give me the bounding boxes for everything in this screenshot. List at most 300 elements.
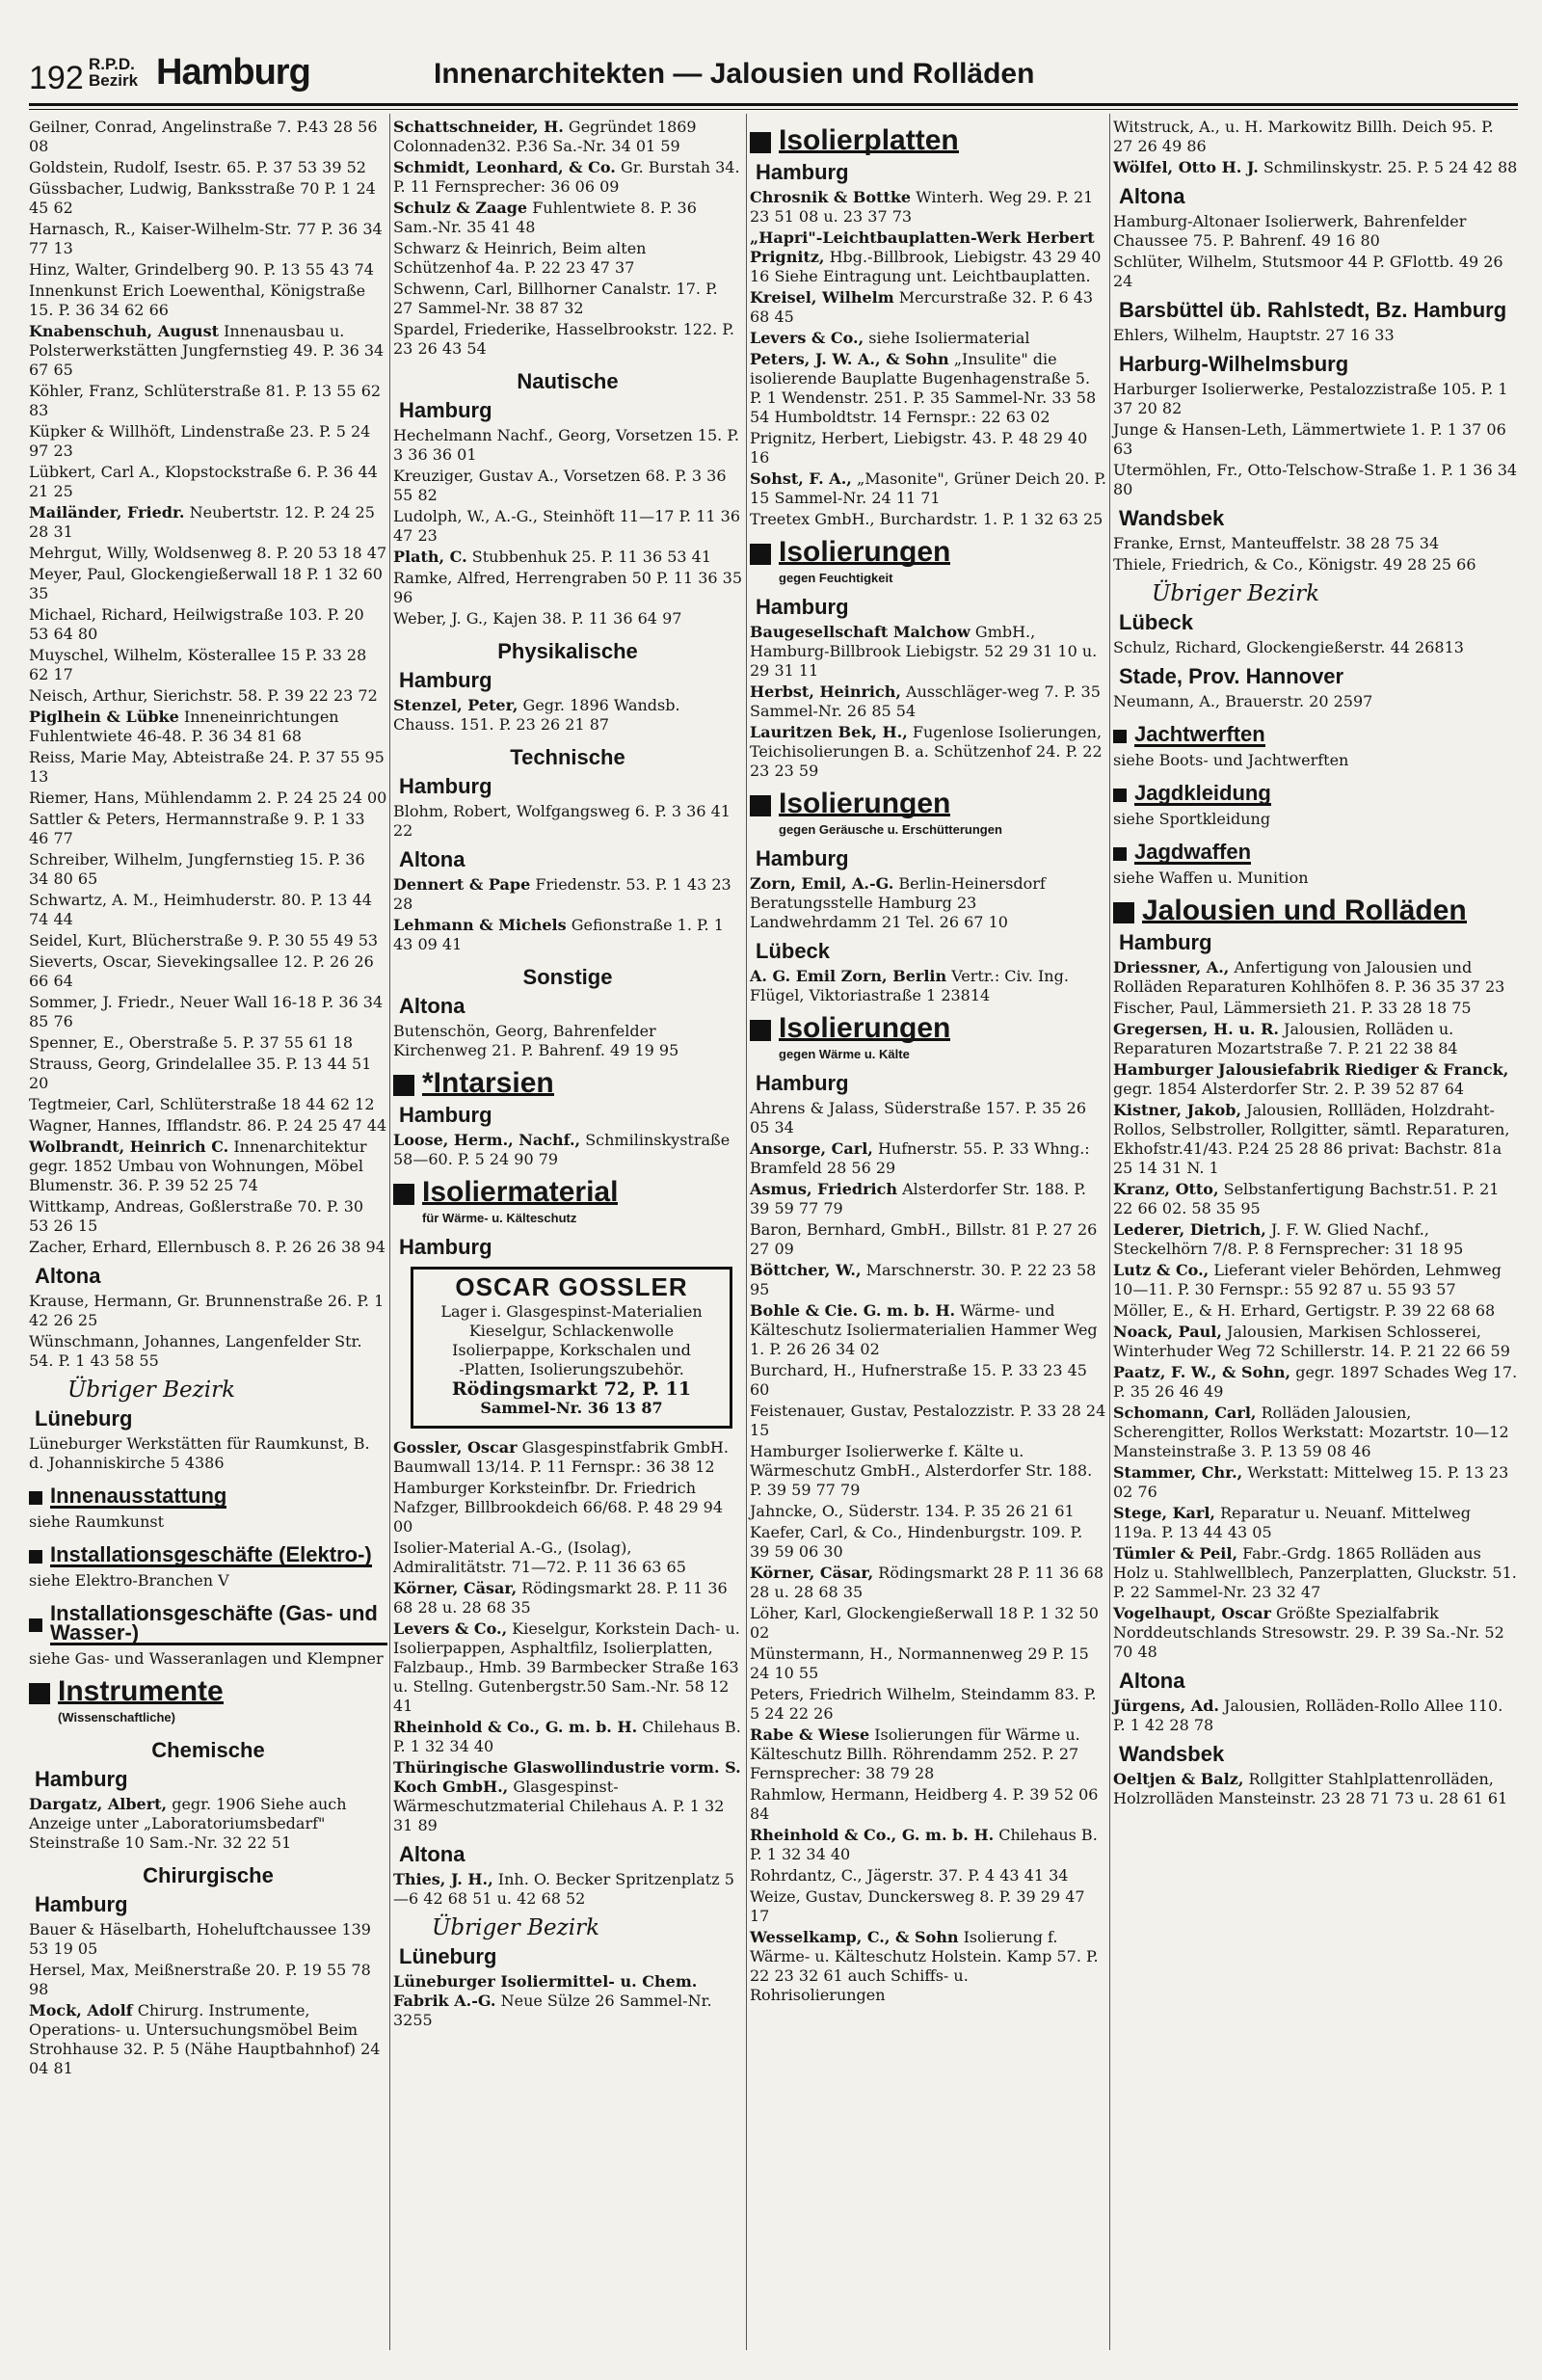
listing-name: Wolbrandt, Heinrich C.: [29, 1137, 229, 1156]
bullet-square-icon: [1113, 789, 1127, 802]
listing-name: Chrosnik & Bottke: [750, 188, 912, 206]
listing-entry: [750, 1725, 1106, 1783]
city-heading: Lüneburg: [35, 1406, 133, 1431]
listing-text: Rohrdantz, C., Jägerstr. 37. P. 4 43 41 34: [750, 1866, 1069, 1885]
listing-name: Böttcher, W.,: [750, 1261, 862, 1279]
listing-entry: [393, 507, 742, 546]
listing-entry: [29, 2001, 387, 2078]
column-3: [750, 118, 1106, 2007]
listing-entry: [750, 623, 1106, 681]
city-heading: Wandsbek: [1119, 506, 1225, 530]
category-title: Jachtwerften: [1134, 722, 1265, 746]
listing-entry: [29, 1512, 387, 1532]
listing-text: Wünschmann, Johannes, Langenfelder Str. 54. P. 1 43 58 55: [29, 1332, 362, 1370]
listing-entry: [29, 1795, 387, 1853]
listing-entry: [393, 916, 742, 954]
listing-entry: [750, 1564, 1106, 1602]
listing-text: siehe Gas- und Wasseranlagen und Klempner: [29, 1649, 384, 1668]
listing-text: Treetex GmbH., Burchardstr. 1. P. 1 32 63 25: [750, 510, 1103, 528]
listing-text: Hersel, Max, Meißnerstraße 20. P. 19 55 78 98: [29, 1961, 371, 1998]
listing-text: Butenschön, Georg, Bahrenfelder Kirchenweg 21. P. Bahrenf. 49 19 95: [393, 1022, 679, 1059]
listing-text: Rolläden Jalousien, Scherengitter, Rollos Werkstatt: Mozartstr. 10—12 Mansteinstraße 3. P. 13 59 08 46: [1113, 1404, 1509, 1460]
listing-text: Franke, Ernst, Manteuffelstr. 38 28 75 34: [1113, 534, 1440, 552]
category-title: Instrumente: [58, 1675, 224, 1707]
listing-text: siehe Boots- und Jachtwerften: [1113, 751, 1349, 769]
listing-name: Mailänder, Friedr.: [29, 503, 185, 521]
listing-entry: [1113, 869, 1518, 888]
listing-text: Neumann, A., Brauerstr. 20 2597: [1113, 692, 1373, 710]
listing-text: Selbstanfertigung Bachstr.51. P. 21 22 66 02. 58 35 95: [1113, 1180, 1500, 1217]
listing-entry: [1113, 1770, 1518, 1808]
listing-entry: [29, 810, 387, 848]
listing-entry: [29, 1434, 387, 1473]
listing-name: Stammer, Chr.,: [1113, 1463, 1243, 1482]
listing-entry: [1113, 1504, 1518, 1542]
listing-text: Goldstein, Rudolf, Isestr. 65. P. 37 53 39 52: [29, 158, 366, 176]
listing-text: Burchard, H., Hufnerstraße 15. P. 33 23 45 60: [750, 1361, 1087, 1399]
listing-name: Levers & Co.,: [393, 1619, 508, 1638]
listing-name: Hamburger Jalousiefabrik Riediger & Franck,: [1113, 1060, 1509, 1079]
listing-entry: [750, 1887, 1106, 1926]
listing-entry: [393, 239, 742, 278]
listing-entry: [1113, 1604, 1518, 1662]
listing-entry: [393, 1131, 742, 1169]
listing-text: Neisch, Arthur, Sierichstr. 58. P. 39 22 23 72: [29, 686, 378, 705]
listing-text: Kaefer, Carl, & Co., Hindenburgstr. 109. P. 39 59 06 30: [750, 1523, 1083, 1561]
category-heading: [1113, 722, 1518, 747]
listing-name: Stenzel, Peter,: [393, 696, 518, 714]
page-number: 192: [29, 60, 84, 96]
listing-entry: [29, 158, 387, 177]
listing-text: Inneneinrichtungen Fuhlentwiete 46-48. P. 36 34 81 68: [29, 708, 339, 745]
listing-entry: [1113, 1301, 1518, 1321]
listing-entry: [29, 1571, 387, 1591]
listing-entry: [393, 158, 742, 197]
listing-entry: [393, 320, 742, 359]
listing-entry: [29, 463, 387, 501]
listing-entry: [29, 382, 387, 420]
bullet-square-icon: [393, 1184, 414, 1205]
listing-entry: [29, 891, 387, 929]
listing-entry: [750, 682, 1106, 721]
category-heading: [29, 1542, 387, 1567]
listing-entry: [393, 199, 742, 237]
category-heading: [750, 124, 1106, 156]
listing-entry: [750, 288, 1106, 327]
listing-entry: [1113, 1363, 1518, 1402]
listing-entry: [393, 1538, 742, 1577]
listing-text: Isolierung f. Wärme- u. Kälteschutz Holstein. Kamp 57. P. 22 23 32 61 auch Schiffs- u. Rohrisolierungen: [750, 1928, 1099, 2004]
listing-entry: [750, 1785, 1106, 1824]
listing-text: Hamburg-Altonaer Isolierwerk, Bahrenfelder Chaussee 75. P. Bahrenf. 49 16 80: [1113, 212, 1467, 250]
listing-entry: [1113, 1463, 1518, 1502]
city-heading: Harburg-Wilhelmsburg: [1119, 352, 1349, 376]
listing-entry: [29, 179, 387, 218]
listing-text: Lübkert, Carl A., Klopstockstraße 6. P. 36 44 21 25: [29, 463, 378, 500]
listing-entry: [29, 1095, 387, 1114]
listing-text: Friedenstr. 53. P. 1 43 23 28: [393, 875, 731, 913]
category-subtitle: (Wissenschaftliche): [58, 1710, 175, 1725]
listing-entry: [1113, 326, 1518, 345]
bezirk-label: Bezirk: [89, 71, 139, 90]
listing-text: Innenausbau u. Polsterwerkstätten Jungfernstieg 49. P. 36 34 67 65: [29, 322, 385, 379]
listing-name: Rheinhold & Co., G. m. b. H.: [750, 1826, 995, 1844]
listing-name: Wesselkamp, C., & Sohn: [750, 1928, 959, 1946]
listing-text: Riemer, Hans, Mühlendamm 2. P. 24 25 24 00: [29, 789, 387, 807]
city-heading: Hamburg: [399, 668, 492, 692]
listing-entry: [750, 1866, 1106, 1885]
listing-entry: [29, 686, 387, 706]
listing-name: Herbst, Heinrich,: [750, 682, 901, 701]
listing-entry: [1113, 958, 1518, 997]
listing-entry: [29, 646, 387, 684]
listing-entry: [1113, 118, 1518, 156]
ad-line: -Platten, Isolierungszubehör.: [459, 1360, 684, 1378]
category-heading: [750, 788, 1106, 819]
listing-text: Spardel, Friederike, Hasselbrookstr. 122. P. 23 26 43 54: [393, 320, 734, 358]
district-label: [89, 56, 138, 89]
listing-text: Reparatur u. Neuanf. Mittelweg 119a. P. 13 44 43 05: [1113, 1504, 1471, 1541]
city-heading: Hamburg: [756, 846, 849, 870]
listing-entry: [29, 1055, 387, 1093]
listing-text: Ahrens & Jalass, Süderstraße 157. P. 35 26 05 34: [750, 1099, 1087, 1137]
listing-entry: [393, 1579, 742, 1618]
listing-name: Rheinhold & Co., G. m. b. H.: [393, 1718, 638, 1736]
listing-entry: [29, 322, 387, 380]
ad-line: Lager i. Glasgespinst-Materialien: [440, 1302, 703, 1321]
listing-entry: [29, 1292, 387, 1330]
listing-entry: [1113, 1697, 1518, 1735]
listing-text: siehe Waffen u. Munition: [1113, 869, 1309, 887]
listing-entry: [29, 952, 387, 991]
listing-name: Lehmann & Michels: [393, 916, 567, 934]
category-heading: [29, 1675, 387, 1707]
listing-text: GmbH., Hamburg-Billbrook Liebigstr. 52 29 31 10 u. 29 31 11: [750, 623, 1098, 680]
listing-text: Mercurstraße 32. P. 6 43 68 45: [750, 288, 1094, 326]
listing-entry: [750, 350, 1106, 427]
listing-entry: [29, 281, 387, 320]
header-rule-thin: [29, 109, 1518, 110]
listing-text: Krause, Hermann, Gr. Brunnenstraße 26. P. 1 42 26 25: [29, 1292, 385, 1329]
listing-text: Weber, J. G., Kajen 38. P. 11 36 64 97: [393, 609, 682, 628]
city-heading: Lübeck: [1119, 610, 1194, 634]
listing-entry: [393, 118, 742, 156]
listing-text: Ausschläger-weg 7. P. 35 Sammel-Nr. 26 85 54: [750, 682, 1101, 720]
listing-entry: [29, 1920, 387, 1959]
listing-name: Paatz, F. W., & Sohn,: [1113, 1363, 1291, 1381]
listing-text: Wagner, Hannes, Ifflandstr. 86. P. 24 25 47 44: [29, 1116, 387, 1135]
listing-text: Chilehaus B. P. 1 32 34 40: [750, 1826, 1098, 1863]
listing-text: Tegtmeier, Carl, Schlüterstraße 18 44 62 12: [29, 1095, 375, 1113]
subcategory-heading: Technische: [510, 745, 625, 769]
listing-text: Seidel, Kurt, Blücherstraße 9. P. 30 55 49 53: [29, 931, 379, 949]
listing-text: Sieverts, Oscar, Sievekingsallee 12. P. 26 26 66 64: [29, 952, 374, 990]
listing-entry: [29, 422, 387, 461]
listing-text: siehe Elektro-Branchen V: [29, 1571, 229, 1590]
listing-entry: [393, 1619, 742, 1716]
category-heading: [29, 1486, 387, 1509]
listing-text: Innenkunst Erich Loewenthal, Königstraße 15. P. 36 34 62 66: [29, 281, 366, 319]
listing-text: Chilehaus B. P. 1 32 34 40: [393, 1718, 741, 1755]
listing-text: Junge & Hansen-Leth, Lämmertwiete 1. P. 1 37 06 63: [1113, 420, 1506, 458]
listing-text: Witstruck, A., u. H. Markowitz Billh. Deich 95. P. 27 26 49 86: [1113, 118, 1494, 155]
listing-text: siehe Raumkunst: [29, 1512, 165, 1531]
listing-name: Thüringische Glaswollindustrie vorm. S. Koch GmbH.,: [393, 1758, 741, 1796]
listing-name: Kistner, Jakob,: [1113, 1101, 1242, 1119]
listing-entry: [750, 1220, 1106, 1259]
listing-text: Fugenlose Isolierungen, Teichisolierungen B. a. Schützenhof 24. P. 22 23 23 59: [750, 723, 1103, 780]
listing-name: Mock, Adolf: [29, 2001, 133, 2019]
listing-name: Sohst, F. A.,: [750, 469, 852, 488]
listing-entry: [750, 1645, 1106, 1683]
subcategory-heading: Nautische: [517, 369, 619, 393]
district-heading: Übriger Bezirk: [432, 1915, 600, 1940]
listing-text: Inh. O. Becker Spritzenplatz 5—6 42 68 51 u. 42 68 52: [393, 1870, 734, 1908]
listing-entry: [29, 503, 387, 542]
listing-entry: [750, 228, 1106, 286]
district-heading: Übriger Bezirk: [67, 1377, 236, 1403]
listing-text: Reiss, Marie May, Abteistraße 24. P. 37 55 95 13: [29, 748, 385, 786]
category-title: Installationsgeschäfte (Gas- und Wasser-): [50, 1604, 387, 1645]
city-heading: Hamburg: [1119, 930, 1212, 954]
listing-text: Anfertigung von Jalousien und Rolläden Reparaturen Kohlhöfen 8. P. 36 35 37 23: [1113, 958, 1505, 996]
listing-text: Stubbenhuk 25. P. 11 36 53 41: [471, 548, 712, 566]
listing-text: Hufnerstr. 55. P. 33 Whng.: Bramfeld 28 56 29: [750, 1139, 1090, 1177]
listing-text: Utermöhlen, Fr., Otto-Telschow-Straße 1. P. 1 36 34 80: [1113, 461, 1518, 498]
listing-text: Größte Spezialfabrik Norddeutschlands Stresowstr. 29. P. 39 Sa.-Nr. 52 70 48: [1113, 1604, 1504, 1661]
listing-entry: [393, 1718, 742, 1756]
listing-entry: [29, 993, 387, 1031]
listing-name: Noack, Paul,: [1113, 1323, 1222, 1341]
city-heading: Barsbüttel üb. Rahlstedt, Bz. Hamburg: [1119, 298, 1507, 322]
listing-name: Asmus, Friedrich: [750, 1180, 897, 1198]
city-heading: Hamburg: [399, 1235, 492, 1259]
listing-text: Jalousien, Rolläden-Rollo Allee 110. P. 1 42 28 78: [1113, 1697, 1503, 1734]
listing-name: Piglhein & Lübke: [29, 708, 179, 726]
listing-text: Peters, Friedrich Wilhelm, Steindamm 83. P. 5 24 22 26: [750, 1685, 1097, 1723]
listing-text: Zacher, Erhard, Ellernbusch 8. P. 26 26 38 94: [29, 1238, 386, 1256]
listing-text: Glasgespinstfabrik GmbH. Baumwall 13/14. P. 11 Fernspr.: 36 38 12: [393, 1438, 729, 1476]
listing-entry: [393, 1972, 742, 2030]
listing-entry: [750, 429, 1106, 468]
listing-entry: [750, 1301, 1106, 1359]
bullet-square-icon: [29, 1683, 50, 1704]
listing-text: Spenner, E., Oberstraße 5. P. 37 55 61 18: [29, 1033, 354, 1052]
listing-entry: [750, 723, 1106, 781]
category-heading: [750, 536, 1106, 568]
listing-text: gegr. 1854 Alsterdorfer Str. 2. P. 39 52 87 64: [1113, 1080, 1465, 1098]
city-heading: Hamburg: [35, 1767, 128, 1791]
listing-text: gegr. 1906 Siehe auch Anzeige unter „Laboratoriumsbedarf" Steinstraße 10 Sam.-Nr. 32 22 51: [29, 1795, 347, 1852]
header-city: Hamburg: [156, 52, 310, 93]
listing-entry: [1113, 158, 1518, 177]
listing-entry: [393, 548, 742, 567]
listing-entry: [393, 1022, 742, 1060]
listing-entry: [1113, 1220, 1518, 1259]
listing-entry: [750, 1180, 1106, 1218]
listing-name: Schulz & Zaage: [393, 199, 528, 217]
listing-entry: [1113, 1020, 1518, 1058]
listing-entry: [750, 1099, 1106, 1137]
listing-text: siehe Isoliermaterial: [868, 329, 1030, 347]
listing-text: gegr. 1897 Schades Weg 17. P. 35 26 46 49: [1113, 1363, 1518, 1401]
listing-entry: [1113, 638, 1518, 657]
bullet-square-icon: [1113, 902, 1134, 923]
listing-text: Chirurg. Instrumente, Operations- u. Untersuchungsmöbel Beim Strohhause 32. P. 5 (Nähe Hauptbahnhof) 24 04 81: [29, 2001, 381, 2077]
category-title: Isolierungen: [779, 536, 951, 568]
bullet-square-icon: [1113, 847, 1127, 861]
listing-entry: [1113, 534, 1518, 553]
listing-name: Dennert & Pape: [393, 875, 531, 894]
listing-entry: [29, 1116, 387, 1136]
subcategory-heading: Chirurgische: [143, 1863, 274, 1887]
column-divider: [746, 114, 747, 2350]
category-title: Isolierungen: [779, 788, 951, 819]
listing-name: Peters, J. W. A., & Sohn: [750, 350, 949, 368]
listing-text: Sattler & Peters, Hermannstraße 9. P. 1 33 46 77: [29, 810, 365, 847]
city-heading: Altona: [1119, 184, 1185, 208]
listing-name: Gregersen, H. u. R.: [1113, 1020, 1279, 1038]
listing-text: Lieferant vieler Behörden, Lehmweg 10—11. P. 30 Fernspr.: 55 92 87 u. 55 93 57: [1113, 1261, 1502, 1298]
listing-entry: [750, 1402, 1106, 1440]
listing-entry: [393, 1758, 742, 1835]
city-heading: Altona: [399, 1842, 465, 1866]
listing-entry: [1113, 253, 1518, 291]
listing-text: Schlüter, Wilhelm, Stutsmoor 44 P. GFlottb. 49 26 24: [1113, 253, 1503, 290]
category-heading: [750, 1012, 1106, 1044]
listing-text: Hechelmann Nachf., Georg, Vorsetzen 15. P. 3 36 36 01: [393, 426, 739, 464]
listing-entry: [393, 609, 742, 628]
category-title: Installationsgeschäfte (Elektro-): [50, 1542, 372, 1566]
listing-text: Meyer, Paul, Glockengießerwall 18 P. 1 32 60 35: [29, 565, 383, 602]
ad-line: Isolierpappe, Korkschalen und: [452, 1341, 691, 1359]
listing-entry: [29, 931, 387, 950]
listing-entry: [1113, 1180, 1518, 1218]
listing-entry: [750, 1685, 1106, 1724]
listing-name: Gossler, Oscar: [393, 1438, 518, 1457]
ad-address: Rödingsmarkt 72, P. 11: [451, 1378, 692, 1400]
bullet-square-icon: [750, 1020, 771, 1041]
district-heading: Übriger Bezirk: [1152, 581, 1320, 606]
listing-name: Kranz, Otto,: [1113, 1180, 1219, 1198]
listing-entry: [29, 708, 387, 746]
ad-phone: Sammel-Nr. 36 13 87: [480, 1399, 663, 1417]
category-title: Isolierungen: [779, 1012, 951, 1044]
listing-entry: [1113, 212, 1518, 251]
listing-name: „Hapri"-Leichtbauplatten-Werk Herbert Prignitz,: [750, 228, 1095, 266]
listing-text: Michael, Richard, Heilwigstraße 103. P. 20 53 64 80: [29, 605, 364, 643]
listing-text: „Insulite" die isolierende Bauplatte Bugenhagenstraße 5. P. 1 Wendenstr. 251. P. 35 Sammel-Nr. 33 58 54 Humboldtstr. 14 Fernspr.: 22 63 02: [750, 350, 1097, 426]
listing-text: Rödingsmarkt 28 P. 11 36 68 28 u. 28 68 35: [750, 1564, 1104, 1601]
listing-name: Loose, Herm., Nachf.,: [393, 1131, 581, 1149]
listing-text: Wärme- und Kälteschutz Isoliermaterialien Hammer Weg 1. P. 26 26 34 02: [750, 1301, 1098, 1358]
listing-text: Schmilinskystraße 58—60. P. 5 24 90 79: [393, 1131, 731, 1168]
category-heading: [29, 1601, 387, 1645]
listing-entry: [29, 544, 387, 563]
listing-name: Dargatz, Albert,: [29, 1795, 168, 1813]
city-heading: Altona: [399, 847, 465, 871]
listing-name: Vogelhaupt, Oscar: [1113, 1604, 1271, 1622]
listing-entry: [750, 329, 1106, 348]
category-title: Innenausstattung: [50, 1484, 227, 1508]
listing-name: Schomann, Carl,: [1113, 1404, 1257, 1422]
listing-text: Winterh. Weg 29. P. 21 23 51 08 u. 23 37 73: [750, 188, 1094, 226]
listing-entry: [1113, 1101, 1518, 1178]
listing-name: A. G. Emil Zorn, Berlin: [750, 967, 947, 985]
column-divider: [389, 114, 390, 2350]
listing-text: Ludolph, W., A.-G., Steinhöft 11—17 P. 11 36 47 23: [393, 507, 741, 545]
listing-text: Kreuziger, Gustav A., Vorsetzen 68. P. 3 36 55 82: [393, 467, 727, 504]
listing-text: Küpker & Willhöft, Lindenstraße 23. P. 5 24 97 23: [29, 422, 371, 460]
category-subtitle: für Wärme- u. Kälteschutz: [422, 1211, 577, 1225]
listing-name: Tümler & Peil,: [1113, 1544, 1238, 1563]
listing-entry: [393, 569, 742, 607]
listing-entry: [1113, 692, 1518, 711]
bullet-square-icon: [393, 1075, 414, 1096]
bullet-square-icon: [750, 544, 771, 565]
listing-text: Hamburger Isolierwerke f. Kälte u. Wärmeschutz GmbH., Alsterdorfer Str. 188. P. 39 59 77 79: [750, 1442, 1093, 1499]
listing-text: Alsterdorfer Str. 188. P. 39 59 77 79: [750, 1180, 1086, 1217]
listing-entry: [1113, 810, 1518, 829]
listing-text: Jalousien, Rolläden u. Reparaturen Mozartstraße 7. P. 21 22 38 84: [1113, 1020, 1458, 1057]
bullet-square-icon: [750, 132, 771, 153]
listing-text: Fuhlentwiete 8. P. 36 Sam.-Nr. 35 41 48: [393, 199, 697, 236]
listing-name: Schattschneider, H.: [393, 118, 564, 136]
listing-entry: [1113, 380, 1518, 418]
listing-text: Strauss, Georg, Grindelallee 35. P. 13 44 51 20: [29, 1055, 372, 1092]
listing-entry: [1113, 1544, 1518, 1602]
listing-text: Schmilinskystr. 25. P. 5 24 42 88: [1263, 158, 1518, 176]
listing-text: Ehlers, Wilhelm, Hauptstr. 27 16 33: [1113, 326, 1395, 344]
listing-name: Lutz & Co.,: [1113, 1261, 1210, 1279]
listing-name: Lüneburger Isoliermittel- u. Chem. Fabrik A.-G.: [393, 1972, 698, 2010]
listing-text: Rahmlow, Hermann, Heidberg 4. P. 39 52 06 84: [750, 1785, 1099, 1823]
listing-entry: [29, 1649, 387, 1669]
listing-entry: [29, 748, 387, 787]
listing-name: Lederer, Dietrich,: [1113, 1220, 1266, 1239]
listing-entry: [1113, 1323, 1518, 1361]
listing-text: Wittkamp, Andreas, Goßlerstraße 70. P. 30 53 26 15: [29, 1197, 364, 1235]
city-heading: Hamburg: [399, 774, 492, 798]
city-heading: Hamburg: [399, 1103, 492, 1127]
city-heading: Altona: [1119, 1669, 1185, 1693]
listing-text: Lüneburger Werkstätten für Raumkunst, B. d. Johanniskirche 5 4386: [29, 1434, 370, 1472]
listing-text: Isolier-Material A.-G., (Isolag), Admiralitätstr. 71—72. P. 11 36 63 65: [393, 1538, 686, 1576]
listing-text: Berlin-Heinersdorf Beratungsstelle Hamburg 23 Landwehrdamm 21 Tel. 26 67 10: [750, 874, 1046, 931]
listing-text: Thiele, Friedrich, & Co., Königstr. 49 28 25 66: [1113, 555, 1476, 574]
listing-entry: [29, 605, 387, 644]
advertisement-box: [411, 1267, 732, 1429]
listing-entry: [29, 565, 387, 603]
listing-text: Innenarchitektur gegr. 1852 Umbau von Wohnungen, Möbel Blumenstr. 36. P. 39 52 25 74: [29, 1137, 367, 1194]
listing-name: Körner, Cäsar,: [393, 1579, 518, 1597]
page-header: [29, 48, 1518, 108]
category-subtitle: gegen Wärme u. Kälte: [779, 1047, 910, 1061]
city-heading: Hamburg: [399, 398, 492, 422]
listing-entry: [750, 469, 1106, 508]
city-heading: Altona: [399, 994, 465, 1018]
listing-name: Bohle & Cie. G. m. b. H.: [750, 1301, 956, 1320]
column-2: [393, 118, 742, 2032]
category-title: *Intarsien: [422, 1067, 554, 1099]
column-1: [29, 118, 387, 2080]
listing-entry: [750, 1604, 1106, 1643]
listing-text: Jalousien, Markisen Schlosserei, Winterhuder Weg 72 Schillerstr. 14. P. 21 22 66 59: [1113, 1323, 1510, 1360]
city-heading: Hamburg: [35, 1892, 128, 1916]
listing-text: Hbg.-Billbrook, Liebigstr. 43 29 40 16 Siehe Eintragung unt. Leichtbauplatten.: [750, 248, 1102, 285]
listing-text: Muyschel, Wilhelm, Kösterallee 15 P. 33 28 62 17: [29, 646, 367, 683]
category-title: Isolierplatten: [779, 124, 959, 156]
